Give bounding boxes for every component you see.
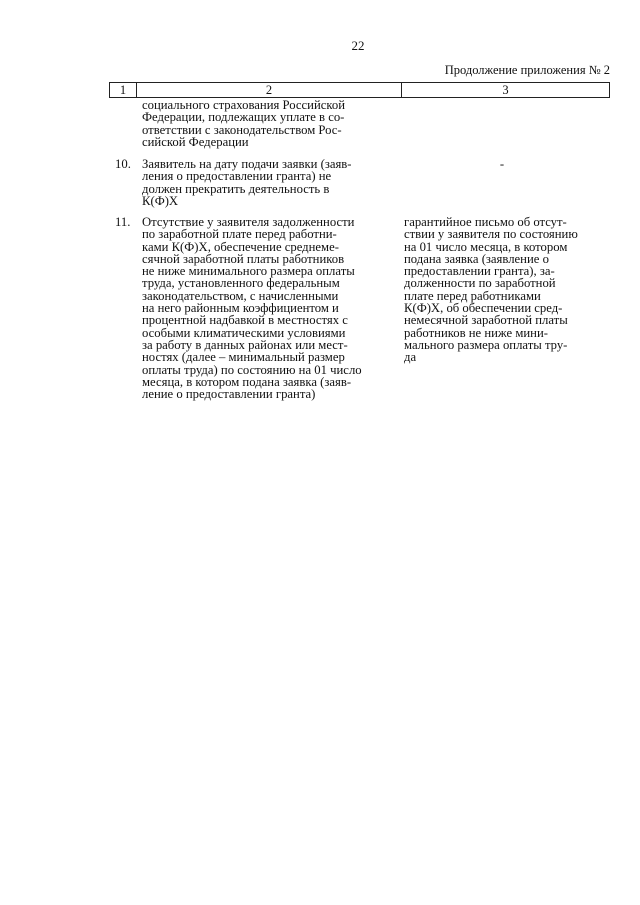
text-line: за работу в данных районах или мест- <box>142 337 348 352</box>
text-line: ления о предоставлении гранта) не <box>142 169 332 184</box>
text-line: ствии у заявителя по состоянию <box>404 227 578 242</box>
text-line: немесячной заработной платы <box>404 313 568 328</box>
text-line: не ниже минимального размера оплаты <box>142 264 355 279</box>
text-line: труда, установленного федеральным <box>142 276 340 291</box>
text-line: Отсутствие у заявителя задолженности <box>142 215 355 229</box>
text-line: - <box>499 157 505 171</box>
text-line: процентной надбавкой в местностях с <box>142 313 348 328</box>
text-line: Федерации, подлежащих уплате в со- <box>142 110 345 125</box>
text-line: должен прекратить деятельность в <box>142 181 330 196</box>
appendix-continuation-label: Продолжение приложения № 2 <box>444 63 610 77</box>
text-line: К(Ф)Х <box>142 193 179 208</box>
text-line: ответствии с законодательством Рос- <box>142 122 342 137</box>
text-line: сийской Федерации <box>142 134 249 149</box>
table-header <box>109 82 610 98</box>
header-col-2: 2 <box>137 83 402 97</box>
text-line: К(Ф)Х, об обеспечении сред- <box>404 301 563 316</box>
text-line: долженности по заработной <box>404 276 556 291</box>
text-line: плате перед работниками <box>404 288 541 303</box>
text-line: социального страхования Российской <box>142 98 346 112</box>
text-line: мального размера оплаты тру- <box>404 337 568 352</box>
table-row <box>109 99 610 148</box>
header-col-1: 1 <box>110 83 137 97</box>
row-number: 11. <box>115 215 131 229</box>
text-line: гарантийное письмо об отсут- <box>404 215 567 229</box>
text-line: Заявитель на дату подачи заявки (заяв- <box>142 157 352 171</box>
text-line: ностях (далее – минимальный размер <box>142 350 345 365</box>
text-line: оплаты труда) по состоянию на 01 число <box>142 362 362 377</box>
text-line: сячной заработной платы работников <box>142 251 345 266</box>
text-line: по заработной плате перед работни- <box>142 227 337 242</box>
page-number: 22 <box>351 38 365 53</box>
row-requirement <box>142 99 404 148</box>
text-line: месяца, в котором подана заявка (заяв- <box>142 374 352 389</box>
text-line: предоставлении гранта), за- <box>404 264 555 279</box>
header-col-3: 3 <box>502 83 509 97</box>
row-requirement <box>142 216 404 400</box>
text-line: подана заявка (заявление о <box>404 251 549 266</box>
row-number: 10. <box>115 157 131 171</box>
row-document <box>404 216 610 400</box>
row-number <box>109 99 142 148</box>
table-row <box>109 158 610 207</box>
text-line: ками К(Ф)Х, обеспечение среднеме- <box>142 239 339 254</box>
text-line: на 01 число месяца, в котором <box>404 239 568 254</box>
row-document <box>404 158 610 207</box>
text-line: да <box>404 350 417 365</box>
text-line: работников не ниже мини- <box>404 325 548 340</box>
row-document <box>404 99 610 148</box>
table-row <box>109 216 610 400</box>
text-line: особыми климатическими условиями <box>142 325 346 340</box>
text-line: ление о предоставлении гранта) <box>142 387 316 402</box>
text-line: законодательством, с начисленными <box>142 288 339 303</box>
row-requirement <box>142 158 404 207</box>
text-line: на него районным коэффициентом и <box>142 301 339 316</box>
